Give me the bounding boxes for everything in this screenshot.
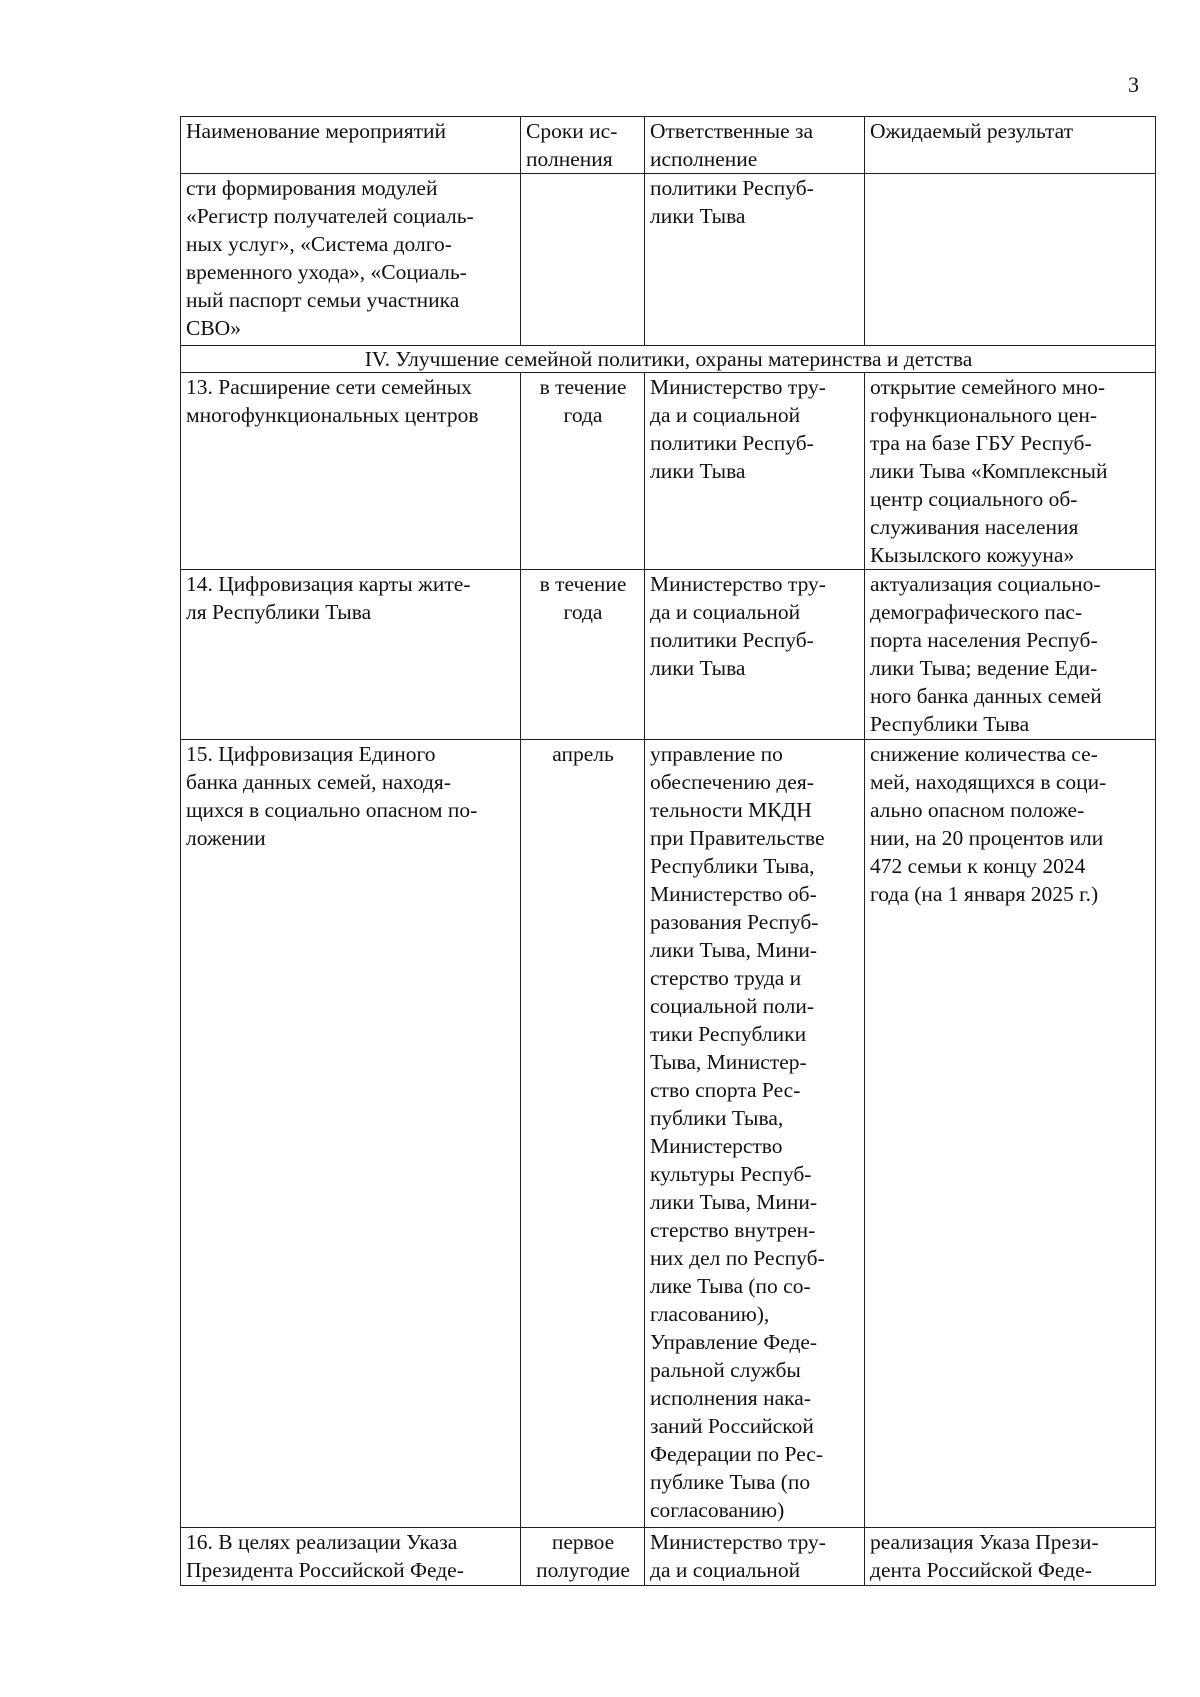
cell-responsible xyxy=(645,373,865,570)
cell-text-line: гласованию), xyxy=(650,1302,770,1326)
cell-text-line: полугодие xyxy=(536,1558,630,1582)
cell-text-line: полнения xyxy=(526,147,613,171)
cell-text-line: управление по xyxy=(650,742,783,766)
cell-text-line: щихся в социально опасном по- xyxy=(186,798,478,822)
cell-deadline xyxy=(521,570,645,740)
cell-name xyxy=(181,174,521,346)
cell-text-line: Сроки ис- xyxy=(526,119,618,143)
cell-text-line: политики Респуб- xyxy=(650,176,814,200)
cell-responsible xyxy=(645,1528,865,1586)
cell-text-line: публики Тыва, xyxy=(650,1106,784,1130)
cell-text-line: Республики Тыва xyxy=(870,712,1030,736)
header-result xyxy=(865,117,1156,174)
cell-text-line: политики Респуб- xyxy=(650,431,814,455)
cell-text-line: да и социальной xyxy=(650,1558,801,1582)
cell-text-line: Министерство xyxy=(650,1134,783,1158)
cell-text-line: лики Тыва, Мини- xyxy=(650,938,818,962)
cell-text-line: лики Тыва xyxy=(650,204,746,228)
table-row xyxy=(181,1528,1156,1586)
cell-text-line: ральной службы xyxy=(650,1358,801,1382)
cell-text-line: заний Российской xyxy=(650,1414,814,1438)
cell-result xyxy=(865,740,1156,1528)
cell-text-line: ного банка данных семей xyxy=(870,684,1102,708)
cell-deadline xyxy=(521,174,645,346)
cell-result xyxy=(865,570,1156,740)
cell-text-line: ство спорта Рес- xyxy=(650,1078,801,1102)
cell-responsible xyxy=(645,740,865,1528)
cell-text-line: разования Респуб- xyxy=(650,910,819,934)
cell-text-line: центр социального об- xyxy=(870,487,1078,511)
section-title: IV. Улучшение семейной политики, охраны материнства и детства xyxy=(181,346,1156,373)
cell-text-line: стерство труда и xyxy=(650,966,802,990)
cell-text-line: года xyxy=(563,600,603,624)
header-name xyxy=(181,117,521,174)
cell-text-line: Министерство об- xyxy=(650,882,817,906)
section-row xyxy=(181,346,1156,373)
cell-text-line: социальной поли- xyxy=(650,994,815,1018)
cell-text-line: да и социальной xyxy=(650,600,801,624)
cell-text-line: Министерство тру- xyxy=(650,1530,826,1554)
cell-responsible xyxy=(645,570,865,740)
cell-text-line: Кызылского кожууна» xyxy=(870,543,1075,567)
cell-result xyxy=(865,373,1156,570)
cell-name xyxy=(181,740,521,1528)
cell-text-line: апрель xyxy=(552,742,614,766)
cell-text-line: первое xyxy=(551,1530,615,1554)
cell-text-line: Федерации по Рес- xyxy=(650,1442,823,1466)
cell-text-line: Наименование мероприятий xyxy=(186,119,447,143)
cell-text-line: обеспечению дея- xyxy=(650,770,814,794)
cell-text-line: Ожидаемый результат xyxy=(870,119,1074,143)
header-deadline xyxy=(521,117,645,174)
cell-text-line: Тыва, Министер- xyxy=(650,1050,807,1074)
cell-text-line: года xyxy=(563,403,603,427)
table-row xyxy=(181,570,1156,740)
cell-text-line: лики Тыва xyxy=(650,656,746,680)
cell-text-line: демографического пас- xyxy=(870,600,1083,624)
cell-text-line: да и социальной xyxy=(650,403,801,427)
cell-text-line: «Регистр получателей социаль- xyxy=(186,204,474,228)
cell-result xyxy=(865,1528,1156,1586)
cell-text-line: реализация Указа Прези- xyxy=(870,1530,1099,1554)
cell-name xyxy=(181,1528,521,1586)
cell-deadline xyxy=(521,373,645,570)
cell-text-line: Министерство тру- xyxy=(650,375,826,399)
cell-text-line: исполнения нака- xyxy=(650,1386,811,1410)
cell-text-line: служивания населения xyxy=(870,515,1079,539)
cell-name xyxy=(181,373,521,570)
cell-text-line: стерство внутрен- xyxy=(650,1218,816,1242)
cell-text-line: лики Тыва, Мини- xyxy=(650,1190,818,1214)
cell-text-line: в течение xyxy=(539,572,627,596)
cell-text-line: культуры Респуб- xyxy=(650,1162,812,1186)
table-header-row xyxy=(181,117,1156,174)
cell-text-line: года (на 1 января 2025 г.) xyxy=(870,882,1099,906)
cell-text-line: 472 семьи к концу 2024 xyxy=(870,854,1086,878)
cell-text-line: временного ухода», «Социаль- xyxy=(186,260,467,284)
cell-text-line: в течение xyxy=(539,375,627,399)
cell-text-line: Министерство тру- xyxy=(650,572,826,596)
cell-text-line: ный паспорт семьи участника xyxy=(186,288,460,312)
header-responsible xyxy=(645,117,865,174)
cell-name xyxy=(181,570,521,740)
cell-text-line: публике Тыва (по xyxy=(650,1470,811,1494)
cell-text-line: снижение количества се- xyxy=(870,742,1098,766)
cell-text-line: Республики Тыва, xyxy=(650,854,815,878)
cell-text-line: дента Российской Феде- xyxy=(870,1558,1092,1582)
cell-text-line: Ответственные за xyxy=(650,119,814,143)
cell-text-line: 16. В целях реализации Указа xyxy=(186,1530,458,1554)
cell-text-line: лики Тыва; ведение Еди- xyxy=(870,656,1098,680)
cell-text-line: банка данных семей, находя- xyxy=(186,770,451,794)
cell-text-line: гофункционального цен- xyxy=(870,403,1098,427)
cell-text-line: нии, на 20 процентов или xyxy=(870,826,1104,850)
cell-deadline xyxy=(521,1528,645,1586)
cell-text-line: многофункциональных центров xyxy=(186,403,479,427)
cell-text-line: СВО» xyxy=(186,316,241,340)
cell-text-line: 14. Цифровизация карты жите- xyxy=(186,572,471,596)
page-number: 3 xyxy=(1128,72,1139,97)
cell-text-line: тра на базе ГБУ Респуб- xyxy=(870,431,1092,455)
cell-text-line: 13. Расширение сети семейных xyxy=(186,375,472,399)
table-row xyxy=(181,373,1156,570)
cell-text-line: тики Республики xyxy=(650,1022,807,1046)
cell-text-line: ных услуг», «Система долго- xyxy=(186,232,452,256)
cell-text-line: ально опасном положе- xyxy=(870,798,1085,822)
cell-text-line: Управление Феде- xyxy=(650,1330,818,1354)
cell-text-line: открытие семейного мно- xyxy=(870,375,1106,399)
cell-text-line: исполнение xyxy=(650,147,758,171)
cell-text-line: актуализация социально- xyxy=(870,572,1101,596)
cell-deadline xyxy=(521,740,645,1528)
cell-text-line: 15. Цифровизация Единого xyxy=(186,742,436,766)
table-row-continuation xyxy=(181,174,1156,346)
cell-text-line: сти формирования модулей xyxy=(186,176,438,200)
cell-responsible xyxy=(645,174,865,346)
cell-text-line: ля Республики Тыва xyxy=(186,600,372,624)
cell-text-line: мей, находящихся в соци- xyxy=(870,770,1107,794)
cell-text-line: лике Тыва (по со- xyxy=(650,1274,811,1298)
cell-text-line: лики Тыва xyxy=(650,459,746,483)
cell-result xyxy=(865,174,1156,346)
cell-text-line: политики Респуб- xyxy=(650,628,814,652)
cell-text-line: Президента Российской Феде- xyxy=(186,1558,464,1582)
table-row xyxy=(181,740,1156,1528)
cell-text-line: лики Тыва «Комплексный xyxy=(870,459,1108,483)
cell-text-line: тельности МКДН xyxy=(650,798,812,822)
cell-text-line: при Правительстве xyxy=(650,826,825,850)
cell-text-line: ложении xyxy=(186,826,266,850)
cell-text-line: них дел по Респуб- xyxy=(650,1246,825,1270)
cell-text-line: порта населения Респуб- xyxy=(870,628,1098,652)
cell-text-line: согласованию) xyxy=(650,1498,785,1522)
measures-table xyxy=(180,116,1156,1586)
